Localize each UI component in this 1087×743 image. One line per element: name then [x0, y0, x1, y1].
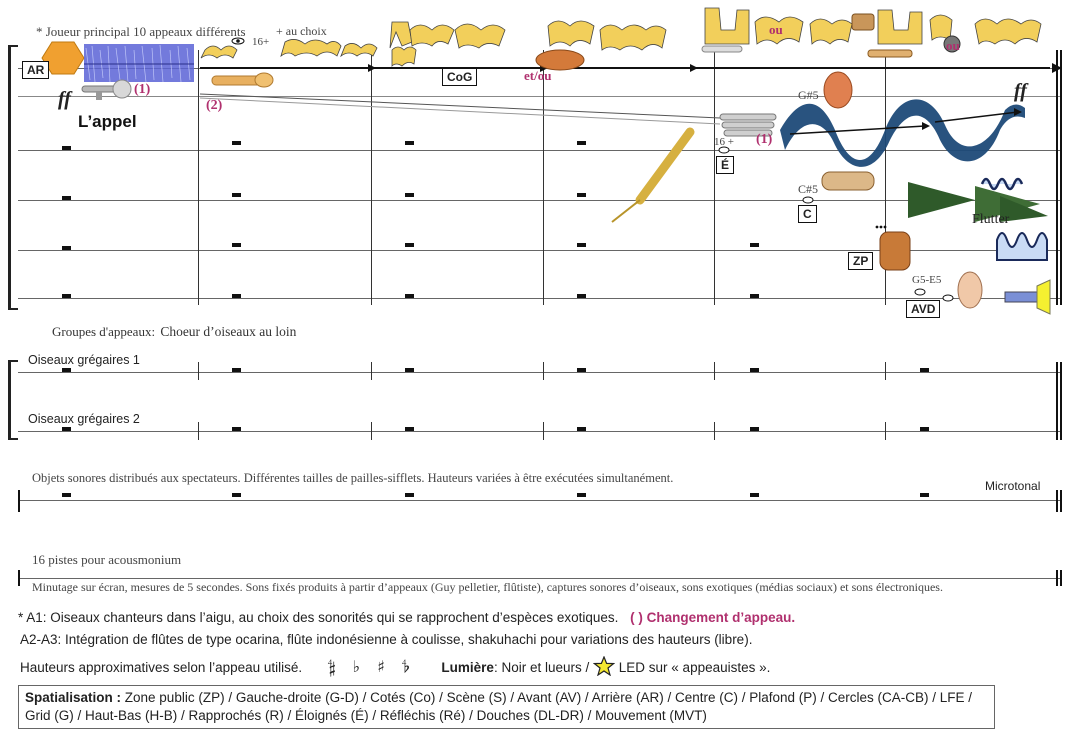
pink-ocarina-icon: [824, 72, 852, 108]
title-lappel: L’appel: [78, 112, 137, 131]
wood-block-icon: [852, 14, 874, 30]
staff-line-9: [18, 500, 1062, 501]
whole-rest: [405, 493, 414, 497]
groups-heading: Groupes d'appeaux:: [52, 324, 156, 339]
system-bracket-2: [8, 360, 11, 440]
footer-a1: [18, 610, 795, 625]
footer-a1-text: * A1: Oiseaux chanteurs dans l’aigu, au choix des sonorités qui se rapprochent d’espèces exotiques.: [18, 610, 619, 625]
marker-two: (2): [206, 98, 223, 113]
label-zp: ZP: [848, 252, 873, 270]
groups-label: [52, 324, 296, 340]
label-ar: AR: [22, 61, 49, 79]
whole-rest: [750, 368, 759, 372]
pitch-g5: G#5: [798, 88, 819, 102]
barline: [198, 422, 199, 440]
lumiere-text: : Noir et lueurs /: [493, 660, 590, 675]
choice-count-16: 16+: [252, 36, 270, 48]
flutter-label: Flutter: [972, 212, 1010, 227]
whole-rest: [750, 493, 759, 497]
whole-rest: [405, 368, 414, 372]
whole-rest: [920, 493, 929, 497]
marker-one-a: (1): [134, 82, 151, 97]
pistes-label: 16 pistes pour acousmonium: [32, 552, 182, 567]
barline: [885, 422, 886, 440]
barline-final: [1056, 570, 1058, 586]
zp-whistle-icon: [880, 232, 910, 270]
yellow-sound-shapes: [201, 8, 1041, 66]
whole-rest: [577, 427, 586, 431]
barline-final: [1060, 570, 1062, 586]
pitch-c5: C#5: [798, 182, 819, 196]
whole-rest: [920, 368, 929, 372]
barline: [198, 362, 199, 380]
oiseaux-2-label: Oiseaux grégaires 2: [28, 412, 140, 426]
dynamic-ff-right: ff: [1014, 80, 1027, 102]
barline-start: [18, 490, 20, 512]
green-triangle-icon: [908, 182, 975, 218]
barline: [371, 422, 372, 440]
whole-rest: [577, 368, 586, 372]
star-icon: [593, 656, 615, 676]
flashlight-icon: [1005, 280, 1050, 314]
ocarina-icon: [536, 50, 584, 70]
marker-one-b: (1): [756, 132, 773, 147]
eye-icon: [943, 295, 953, 301]
eye-icon: [803, 197, 813, 203]
footer-hauteurs: [20, 656, 770, 677]
main-player-note: * Joueur principal 10 appeaux différents: [36, 24, 246, 39]
graphic-score-svg: [0, 0, 1087, 320]
footer-a1-change: ( ) Changement d’appeau.: [630, 610, 796, 625]
spatialisation-box: [18, 685, 995, 729]
whole-rest: [577, 493, 586, 497]
wooden-whistle-icon: [212, 73, 273, 87]
flutter-scribble-2: [997, 233, 1047, 260]
flutter-scribble: [982, 179, 1022, 189]
whole-rest: [232, 493, 241, 497]
footer-a2: A2-A3: Intégration de flûtes de type ocarina, flûte indonésienne à coulisse, shakuhachi pour variations des hauteurs (libre).: [20, 632, 753, 647]
au-choix-label: + au choix: [276, 24, 327, 38]
noise-spectrum-graphic: [84, 44, 194, 82]
label-cog: CoG: [442, 68, 477, 86]
accidentals-glyphs: 𝄲 ♭ ♯ 𝄳: [327, 657, 416, 676]
staff-line-10: [18, 578, 1062, 579]
marker-et-ou: et/ou: [524, 68, 552, 83]
whole-rest: [232, 368, 241, 372]
eye-icon: [915, 289, 925, 295]
silver-whistle-icon: [82, 80, 131, 100]
whole-rest: [62, 368, 71, 372]
wood-pipe-icon: [822, 172, 874, 190]
barline: [714, 422, 715, 440]
marker-ou-1: ou: [769, 22, 783, 37]
whole-rest: [405, 427, 414, 431]
whole-rest: [232, 427, 241, 431]
barline: [543, 422, 544, 440]
barline: [714, 362, 715, 380]
choeur-label: Choeur d’oiseaux au loin: [160, 324, 297, 339]
staff-line-7: [18, 372, 1062, 373]
avd-whistle-icon: [958, 272, 982, 308]
objets-sonores-note: Objets sonores distribués aux spectateurs. Différentes tailles de pailles-sifflets. Hauteurs variées à être exécutées simultanément.: [32, 471, 674, 485]
staff-line-8: [18, 431, 1062, 432]
system-bracket-2-cap-top: [8, 360, 18, 362]
label-c: C: [798, 205, 817, 223]
barline: [543, 362, 544, 380]
spat-text: Zone public (ZP) / Gauche-droite (G-D) / Cotés (Co) / Scène (S) / Avant (AV) / Arrière (AR) / Centre (C) / Plafond (P) / Cercles (CA-CB) / LFE / Grid (G) / Haut-Bas (H-B) / Rapprochés (R) / Éloignés (É) / Réfléchis (Ré) / Douches (DL-DR) / Mouvement (MVT): [25, 690, 973, 723]
barline-final: [1060, 490, 1062, 512]
barline-final: [1060, 362, 1062, 440]
barline-final: [1056, 490, 1058, 512]
lumiere-label: Lumière: [441, 660, 494, 675]
label-avd: AVD: [906, 300, 940, 318]
system-bracket-2-cap-bottom: [8, 438, 18, 440]
oiseaux-1-label: Oiseaux grégaires 1: [28, 353, 140, 367]
small-pipe-icon: [702, 46, 742, 52]
microtonal-label: Microtonal: [985, 479, 1041, 493]
whole-rest: [62, 493, 71, 497]
footer-hauteurs-text: Hauteurs approximatives selon l’appeau utilisé.: [20, 660, 303, 675]
barline: [371, 362, 372, 380]
whole-rest: [62, 427, 71, 431]
whole-rest: [920, 427, 929, 431]
barline: [885, 362, 886, 380]
label-e-acute: É: [716, 156, 734, 174]
led-text: LED sur « appeauistes ».: [618, 660, 771, 675]
whole-rest: [750, 427, 759, 431]
minutage-note: Minutage sur écran, mesures de 5 secondes. Sons fixés produits à partir d’appeaux (Guy pelletier, flûtiste), captures sonores d’oiseaux, sons exotiques (médias sociaux) et sons électroniques.: [32, 580, 943, 594]
bamboo-whistle-icon: [868, 50, 912, 57]
spat-label: Spatialisation :: [25, 690, 122, 705]
barline-final: [1056, 362, 1058, 440]
pitch-g5e5: G5-E5: [912, 274, 942, 286]
slide-flute-icon: [612, 132, 690, 222]
marker-ou-2: ou: [946, 38, 960, 53]
pitch-16-plus: 16 +: [714, 136, 734, 148]
dynamic-ff-left: ff: [58, 88, 71, 110]
barline-start: [18, 570, 20, 586]
